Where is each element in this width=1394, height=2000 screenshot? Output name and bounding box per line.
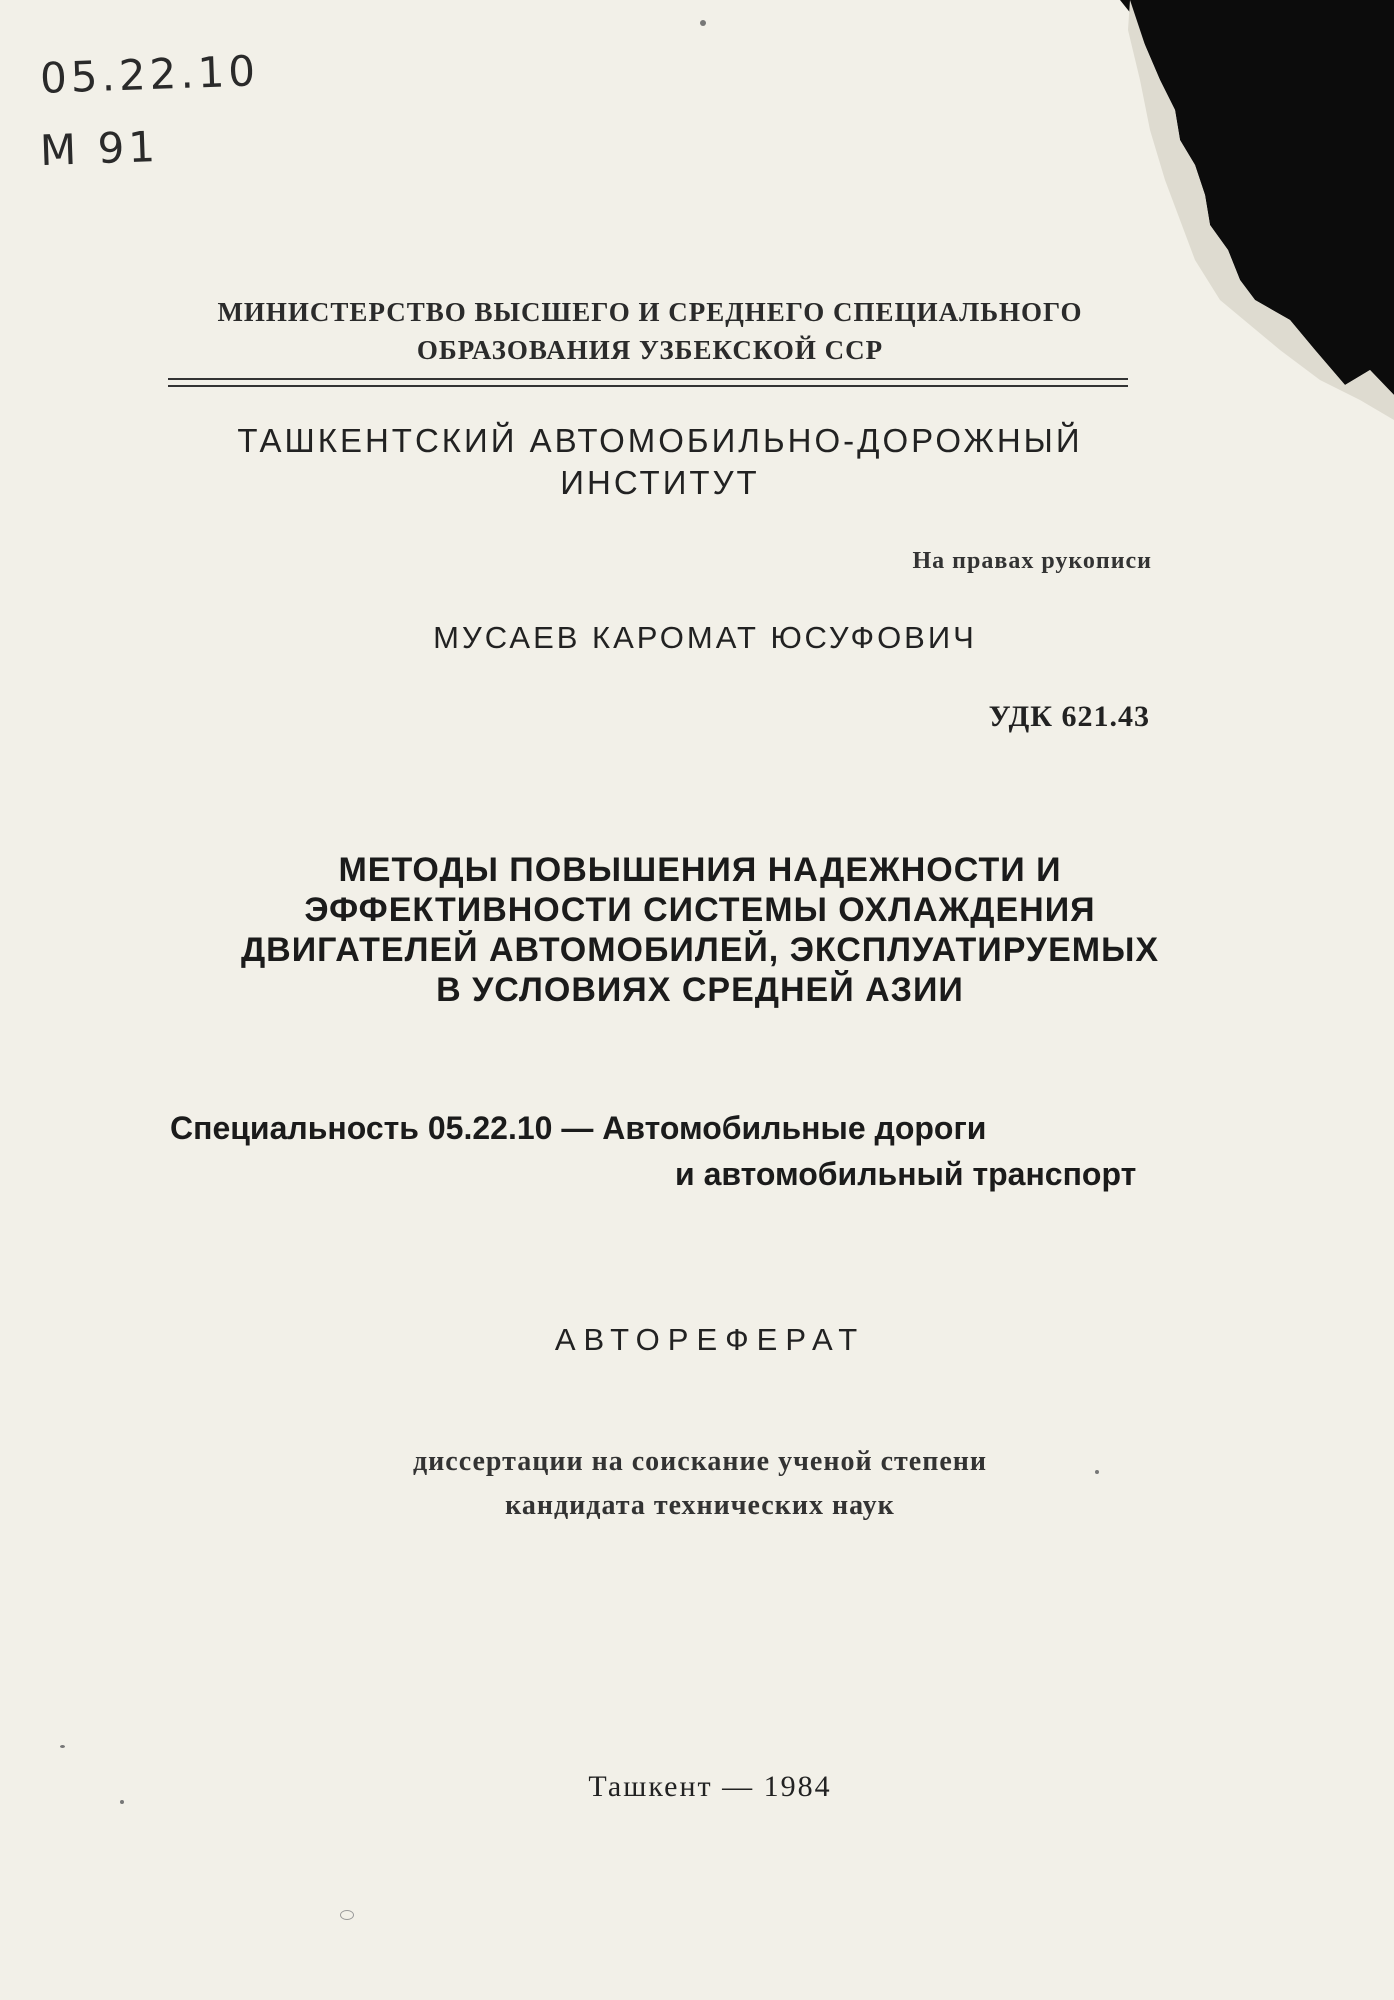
handwritten-code: 05.22.10 <box>39 46 260 103</box>
city-year: Ташкент — 1984 <box>588 1770 832 1803</box>
handwritten-number: M 91 <box>39 121 160 176</box>
ministry-line-1: МИНИСТЕРСТВО ВЫСШЕГО И СРЕДНЕГО СПЕЦИАЛЬНОГО <box>217 297 1083 327</box>
header-divider-bottom <box>168 385 1128 387</box>
specialty-line-2: и автомобильный транспорт <box>675 1156 1137 1192</box>
header-divider-top <box>168 378 1128 380</box>
thesis-title <box>160 850 1240 1010</box>
title-line-1: МЕТОДЫ ПОВЫШЕНИЯ НАДЕЖНОСТИ И <box>338 851 1062 889</box>
paper-speck <box>120 1800 124 1804</box>
paper-speck <box>60 1745 65 1748</box>
author-name: МУСАЕВ КАРОМАТ ЮСУФОВИЧ <box>433 620 977 655</box>
title-line-2: ЭФФЕКТИВНОСТИ СИСТЕМЫ ОХЛАЖДЕНИЯ <box>304 891 1096 929</box>
degree-description <box>300 1440 1100 1528</box>
abstract-label: АВТОРЕФЕРАТ <box>554 1322 866 1357</box>
institute-name <box>200 420 1120 504</box>
institute-line-1: ТАШКЕНТСКИЙ АВТОМОБИЛЬНО-ДОРОЖНЫЙ <box>237 422 1083 459</box>
institute-line-2: ИНСТИТУТ <box>560 464 760 501</box>
specialty-block <box>170 1105 1250 1197</box>
manuscript-rights-note: На правах рукописи <box>912 548 1152 574</box>
ministry-header <box>160 293 1140 369</box>
paper-speck <box>340 1910 354 1920</box>
ministry-line-2: ОБРАЗОВАНИЯ УЗБЕКСКОЙ ССР <box>416 335 884 365</box>
specialty-line-1: Специальность 05.22.10 — Автомобильные дороги <box>170 1110 987 1146</box>
udk-code: УДК 621.43 <box>988 700 1150 733</box>
title-line-3: ДВИГАТЕЛЕЙ АВТОМОБИЛЕЙ, ЭКСПЛУАТИРУЕМЫХ <box>240 931 1160 969</box>
degree-line-2: кандидата технических наук <box>505 1490 895 1521</box>
degree-line-1: диссертации на соискание ученой степени <box>412 1446 988 1477</box>
paper-speck <box>1095 1470 1099 1474</box>
title-line-4: В УСЛОВИЯХ СРЕДНЕЙ АЗИИ <box>436 971 964 1009</box>
paper-speck <box>700 20 706 26</box>
